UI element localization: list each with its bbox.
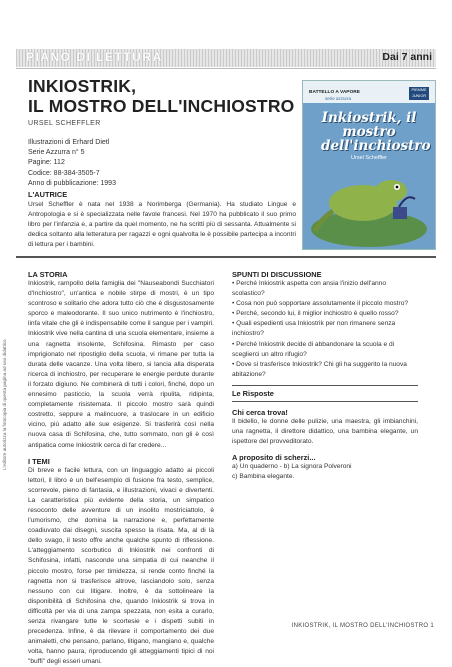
discussion-item: • Perché, secondo lui, il miglior inchiostro è quello rosso? — [232, 310, 399, 318]
book-author: URSEL SCHEFFLER — [28, 120, 101, 127]
series-title: PIANO DI LETTURA — [26, 50, 163, 64]
answer-chi-text: Il bidello, le donne delle pulizie, una maestra, gli imbianchini, una ragnetta, il direttore didattico, una bambina elegante, un ispettore del provveditorato. — [232, 417, 418, 446]
age-label: Dai 7 anni — [382, 51, 432, 63]
themes-text: Di breve e facile lettura, con un linguaggio adatto ai piccoli lettori, il libro è un bell'esempio di fusione fra testo, semplice, scorrevole, pieno di fantasia, e illustrazioni, vivaci e divertenti. La caratteristica più evidente della storia, un simpatico resoconto delle avventure di un insolito mostriciattolo, è l'umorismo, che domina la narrazione e, perfettamente coadiuvato dai disegni, suscita spesso la risata. Ma, al di là dello svago, il testo offre anche qualche spunto di riflessione. L'atteggiamento scorbutico di Inkiostrik nei confronti di Schifosina, infatti, nasconde una simpatia di cui neanche il piccolo mostro, forse per timidezza, si rende conto finché la ragnetta non si trasferisce altrove, lasciandolo solo, senza nessuno con cui litigare. Inoltre, è da sottolineare la disponibilità di Schifosina che, quando Inkiostrik si trova in difficoltà per via di una zampa spezzata, non esita a curarlo, senza rivangare tutte le scortesie e i dispetti subiti in precedenza. Infine, è da rilevare il comportamento dei due animaletti, che pensano, parlano, litigano, mangiano e, qualche volta, hanno paura, riproducendo gli atteggiamenti tipici di noi "buffi" degli esseri umani. — [28, 466, 214, 666]
discussion-item: • Cosa non può sopportare assolutamente il piccolo mostro? — [232, 300, 409, 308]
left-column — [28, 270, 214, 666]
discussion-item: • Perché Inkiostrik aspetta con ansia l'inizio dell'anno scolastico? — [232, 280, 387, 298]
book-meta — [28, 138, 258, 189]
answer-chi-heading: Chi cerca trova! — [232, 407, 288, 417]
cover-publisher-logo: BATTELLO A VAPORE — [309, 90, 360, 95]
meta-series: Serie Azzurra n° 5 — [28, 149, 85, 157]
discussion-item: • Dove si trasferisce Inkiostrik? Chi gli ha suggerito la nuova abitazione? — [232, 360, 407, 378]
meta-pages: Pagine: 112 — [28, 159, 65, 167]
author-text: Ursel Scheffler è nata nel 1938 a Norimberga (Germania). Ha studiato Lingue e Antropologia e si è specializzata nelle favole francesi. Nel 1970 ha pubblicato il suo primo libro per l'infanzia e, a partire da quel momento, ne ha scritti più di sessanta. Attualmente si dedica soltanto alla letteratura per ragazzi e ogni qualvolta le è possibile partecipa a incontri di lettura per i bambini. — [28, 201, 296, 249]
meta-illustrator: Illustrazioni di Erhard Dietl — [28, 139, 110, 146]
book-title-line2: IL MOSTRO DELL'INCHIOSTRO — [28, 96, 295, 116]
discussion-heading: SPUNTI DI DISCUSSIONE — [232, 270, 322, 279]
discussion-item: • Perché Inkiostrik decide di abbandonare la scuola e di sceglierci un altro rifugio? — [232, 340, 395, 358]
discussion-item: • Quali espedienti usa Inkiostrik per non rimanere senza inchiostro? — [232, 320, 396, 338]
story-text: Inkiostrik, rampollo della famiglia dei "Nauseabondi Succhiatori d'Inchiostro", un'antica e nobile stirpe di mostri, è un tipo scontroso e solitario che adora tutto ciò che è disgustosamente sporco e maleodorante. Il suo unico nutrimento è l'inchiostro, linfa vitale che gli è indispensabile come il sangue per i vampiri. Inkiostrik vive nella cantina di una scuola elementare, insieme a una ragnetta insolente, Schifosina. Rimasto per caso imprigionato nel ripostiglio della scuola, vi rimane per tutta la durata delle vacanze. Una volta libero, si lancia alla disperata ricerca di inchiostro, per recuperare le energie perdute durante il forzato digiuno. Ne combinerà di tutti i colori, finché, dopo un ennesimo pasticcio, la scuola verrà ripulita, ridipinta, completamente risistemata. Il piccolo mostro sarà quindi costretto, seppure a malincuore, a traslocare in un edificio vicino, più adatto alle sue esigenze. Si trasferirà così nella nuova casa di Schifosina, che, tutto sommato, non gli è così antipatica come Inkiostrik cerca di far credere... — [28, 280, 214, 449]
header-rule — [16, 68, 436, 69]
side-copyright-note: L'editore autorizza la fotocopia di questa pagina ad uso didattico — [2, 339, 7, 470]
book-title-line1: INKIOSTRIK, — [28, 76, 137, 96]
cover-author: Ursel Scheffler — [351, 155, 387, 161]
cover-series-label: serie azzurra — [325, 96, 352, 101]
page-footer: INKIOSTRIK, IL MOSTRO DELL'INCHIOSTRO 1 — [291, 623, 434, 629]
story-heading: LA STORIA — [28, 270, 68, 279]
book-cover-image — [302, 80, 436, 250]
meta-code: Codice: 88-384-3505-7 — [28, 169, 100, 177]
answer-scherzi-heading: A proposito di scherzi... — [232, 453, 316, 463]
answers-rule — [232, 385, 418, 386]
answers-rule-bottom — [232, 401, 418, 402]
meta-year: Anno di pubblicazione: 1993 — [28, 179, 116, 187]
themes-heading: I TEMI — [28, 456, 50, 466]
book-title — [28, 76, 308, 116]
cover-monster-illustration — [303, 81, 435, 249]
author-heading: L'AUTRICE — [28, 190, 68, 199]
answers-heading: Le Risposte — [232, 388, 274, 398]
answer-scherzi-line1: a) Un quaderno - b) La signora Polveroni — [232, 463, 352, 471]
section-divider — [16, 256, 436, 258]
cover-title: Inkiostrik, il mostro dell'inchiostro — [321, 110, 431, 154]
right-column — [232, 270, 418, 482]
answer-scherzi-line2: c) Bambina elegante. — [232, 473, 295, 481]
cover-badge: PIEMME JUNIOR — [409, 87, 429, 100]
author-section — [28, 190, 296, 250]
